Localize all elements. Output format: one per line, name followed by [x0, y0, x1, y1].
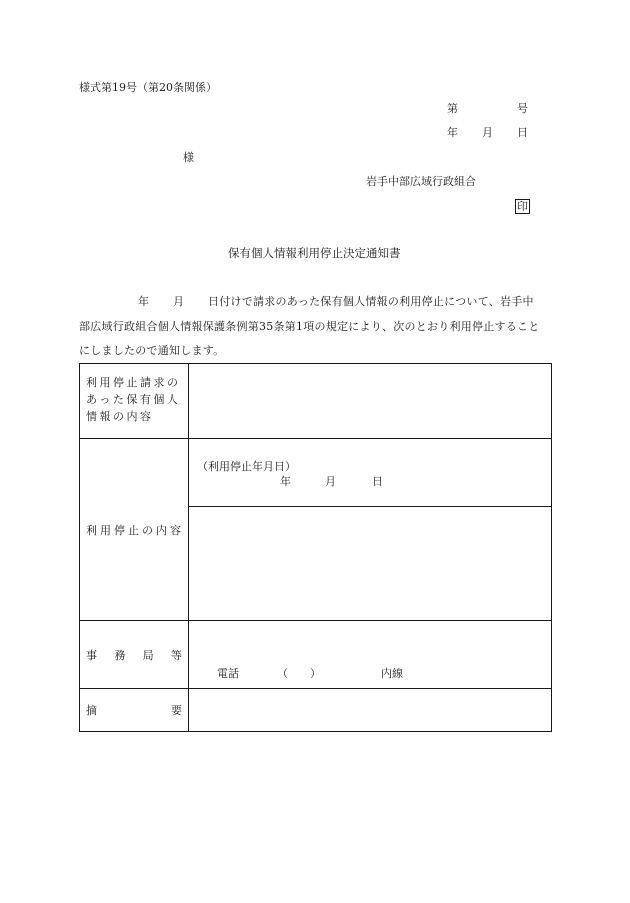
- label-office: [80, 621, 189, 689]
- label-office-char: 務: [114, 648, 126, 662]
- row-request-content: [80, 364, 552, 439]
- label-summary: [80, 689, 189, 732]
- doc-number-prefix: 第: [447, 102, 458, 115]
- phone-area-code: （ ）: [277, 667, 321, 680]
- issuer-name: 岩手中部広域行政組合: [366, 175, 476, 188]
- label-office-char: 等: [170, 648, 182, 662]
- body-line-1: 日付けで請求のあった保有個人情報の利用停止について、岩手中: [208, 295, 534, 308]
- date-day: 日: [517, 126, 528, 139]
- document-title: 保有個人情報利用停止決定通知書: [228, 246, 401, 260]
- label-stop-content-text: 利用停止の内容: [86, 523, 184, 537]
- label-office-char: 局: [142, 648, 154, 662]
- field-stop-date[interactable]: [189, 439, 552, 507]
- label-summary-char: 摘: [86, 704, 97, 717]
- date-year: 年: [447, 126, 458, 139]
- date-month: 月: [482, 126, 493, 139]
- seal-mark: 印: [517, 200, 528, 213]
- field-summary[interactable]: [189, 689, 552, 732]
- label-request-content: [80, 364, 189, 439]
- body-year: 年: [138, 295, 150, 308]
- row-stop-date: [80, 439, 552, 507]
- addressee-suffix: 様: [183, 151, 194, 164]
- label-summary-char: 要: [171, 704, 182, 717]
- stop-use-table: [79, 363, 552, 732]
- field-stop-content[interactable]: [189, 507, 552, 621]
- body-month: 月: [173, 295, 185, 308]
- phone-label: 電話: [217, 667, 239, 680]
- field-request-content[interactable]: [189, 364, 552, 439]
- label-office-char: 事: [86, 648, 97, 662]
- extension-label: 内線: [381, 667, 403, 680]
- form-number: 様式第19号（第20条関係）: [79, 81, 217, 94]
- stop-date-year: 年: [280, 475, 291, 488]
- body-line-3: にしましたので通知します。: [79, 344, 225, 357]
- stop-date-label: （利用停止年月日）: [197, 460, 296, 473]
- label-request-content-text: 利用停止請求のあった保有個人情報の内容: [86, 376, 181, 423]
- stop-date-day: 日: [372, 475, 383, 488]
- row-office: [80, 621, 552, 689]
- field-office[interactable]: [189, 621, 552, 689]
- stop-date-month: 月: [325, 475, 336, 488]
- label-stop-content: [80, 439, 189, 621]
- doc-number-suffix: 号: [517, 102, 528, 115]
- row-summary: [80, 689, 552, 732]
- body-line-2: 部広域行政組合個人情報保護条例第35条第1項の規定により、次のとおり利用停止すること: [79, 320, 540, 333]
